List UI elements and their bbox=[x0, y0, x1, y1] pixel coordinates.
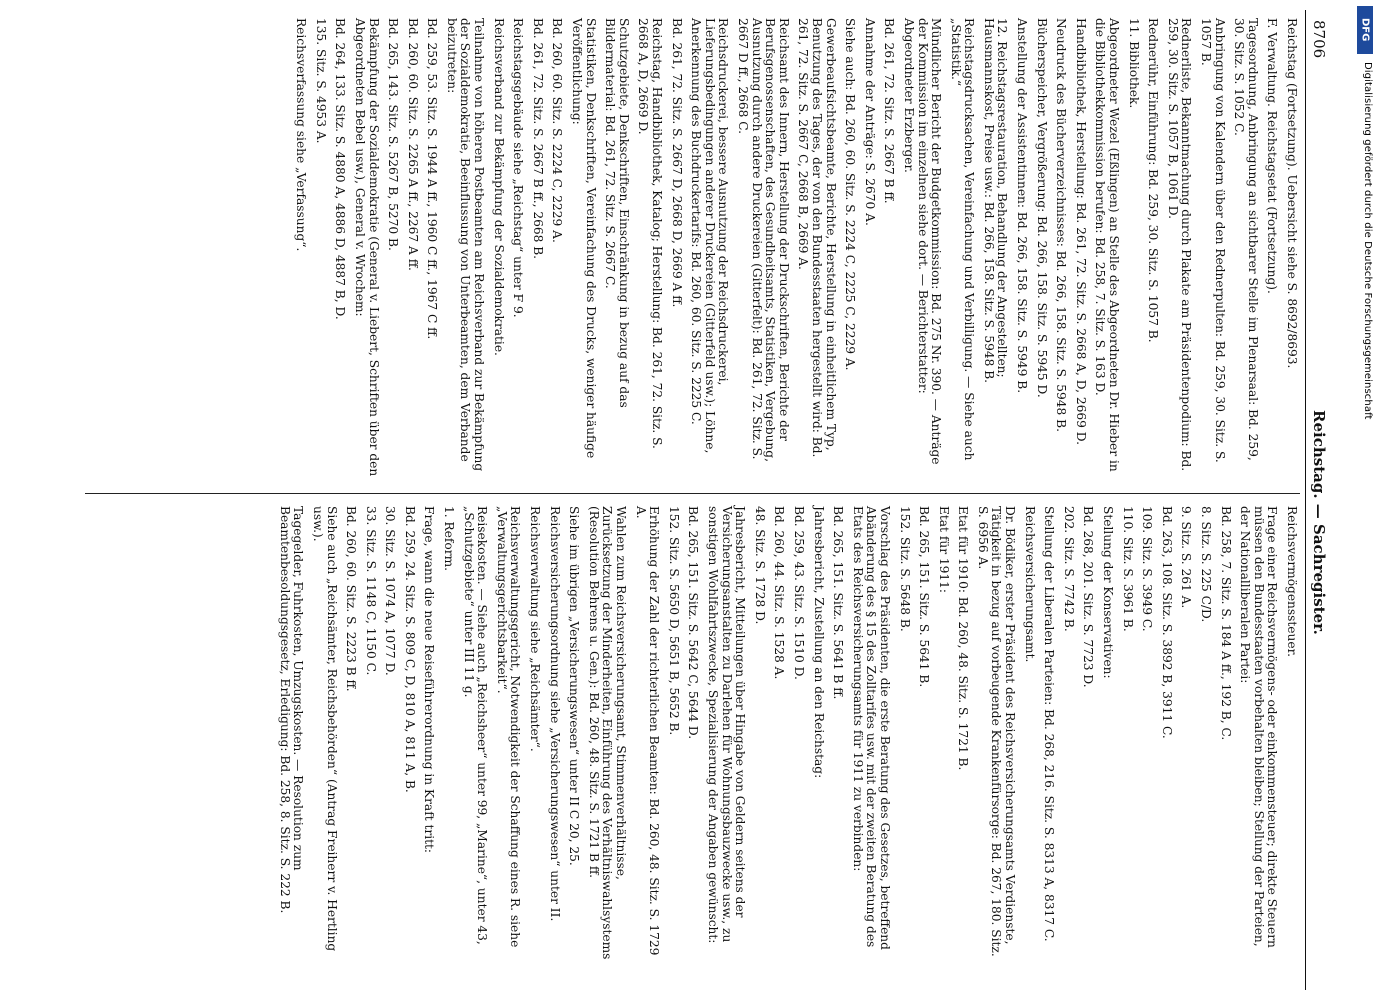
index-entry: Dr. Bödiker, erster Präsident des Reichsversicherungsamts Verdienste, Tätigkeit in bezug auf vorbeugende Krankenfürsorge: Bd. 267, 180. Sitz. S. 6956 A. bbox=[975, 506, 1018, 957]
index-entry: Teilnahme von höheren Postbeamten am Reichsverband zur Bekämpfung der Sozialdemokratie, Beeinflussung von Unterbeamten, dem Verbande beizutreten: bbox=[444, 18, 487, 472]
index-entry: Jahresbericht, Zustellung an den Reichstag: bbox=[811, 506, 826, 779]
index-entry: Jahresbericht, Mitteilungen über Hingabe von Geldern seitens der Versicherungsanstalten zu Darlehen für Wohnungsbauzwecke usw., zu sonstigen Wohlfahrtszwecke, Spezialisierung der Angaben gewünscht: bbox=[706, 506, 748, 944]
index-entry: Siehe auch „Reichsämter, Reichsbehörden“ (Antrag Freiherr v. Hertling usw.). bbox=[310, 506, 339, 952]
index-entry: Siehe im übrigen „Versicherungswesen“ unter II C 20, 25. bbox=[567, 506, 582, 866]
index-entry: Neudruck des Bücherverzeichnisses: Bd. 266, 158. Sitz. S. 5948 B. bbox=[1054, 18, 1069, 433]
index-entry: Mündlicher Bericht der Budgetkommission: Bd. 275 Nr. 390. — Anträge der Kommission im einzelnen siehe dort. — Berichterstatter: Abgeordneter Erzberger. bbox=[901, 18, 944, 465]
page-title: Reichstag. — Sachregister. bbox=[1310, 410, 1328, 635]
index-entry: 152. Sitz. S. 5650 D, 5651 B, 5652 B. bbox=[666, 506, 681, 736]
index-entry: Etat für 1911: bbox=[936, 506, 951, 594]
index-entry: Bd. 258, 7. Sitz. S. 184 A ff., 192 B, C. bbox=[1218, 506, 1233, 741]
page-header bbox=[1305, 10, 1330, 990]
index-entry: Schutzgebiete, Denkschriften, Einschränkung in bezug auf das Bildermaterial: Bd. 261, 72. Sitz. S. 2667 C. bbox=[603, 18, 631, 408]
index-entry: Frage, wann die neue Reiseführerordnung in Kraft tritt: bbox=[422, 506, 437, 854]
index-entry: Tagesordnung, Anbringung an sichtbarer Stelle im Plenarsaal: Bd. 259, 30. Sitz. S. 1052 C. bbox=[1232, 18, 1260, 461]
index-entry: Bd. 261, 72. Sitz. S. 2667 B ff., 2668 B. bbox=[530, 18, 545, 260]
index-entry: Bd. 260, 60. Sitz. S. 2224 C, 2229 A. bbox=[550, 18, 565, 243]
index-entry: Etat für 1910: Bd. 260, 48. Sitz. S. 1721 B. bbox=[956, 506, 971, 771]
scanned-page bbox=[70, 10, 1330, 990]
dfg-credit-text: Digitalisierung gefördert durch die Deutsche Forschungsgemeinschaft bbox=[1362, 62, 1373, 420]
index-entry: Bd. 265, 151. Sitz. S. 5641 B ff. bbox=[831, 506, 846, 700]
left-column bbox=[288, 18, 1298, 478]
index-entry: Reisekosten. — Siehe auch „Reichsheer“ unter 99, „Marine“, unter 43, „Schutzgebiete“ unter III 11 g. bbox=[461, 506, 490, 945]
index-entry: Tagegelder, Fuhrkosten, Umzugskosten. — Resolution zum Beamtenbesoldungsgesetz, Erledigung: Bd. 258, 8. Sitz. S. 222 B. bbox=[277, 506, 306, 914]
index-entry: 33. Sitz. S. 1148 C, 1150 C. bbox=[363, 506, 378, 676]
index-entry: 30. Sitz. S. 1074 A, 1077 D. bbox=[383, 506, 398, 676]
index-entry: Bd. 263, 108. Sitz. S. 3892 B, 3911 C. bbox=[1159, 506, 1174, 739]
index-entry: Vorschlag des Präsidenten, die erste Beratung des Gesetzes, betreffend Abänderung des § 15 des Zolltarifes usw. mit der zweiten Beratung des Etats des Reichsversicherungsamts für 1911 zu verbinden: bbox=[850, 506, 892, 950]
index-entry: Reichsversicherungsamt. bbox=[1022, 506, 1037, 663]
index-entry: Reichsverfassung siehe „Verfassung“. bbox=[294, 18, 309, 252]
index-entry: Reichstagsgebäude siehe „Reichstag“ unter F 9. bbox=[511, 18, 526, 318]
index-entry: Bd. 261, 72. Sitz. S. 2667 B ff. bbox=[882, 18, 897, 204]
index-entry: 9. Sitz. S. 261 A. bbox=[1179, 506, 1194, 609]
index-entry: Erhöhung der Zahl der richterlichen Beamten: Bd. 260, 48. Sitz. S. 1729 A. bbox=[633, 506, 662, 956]
index-entry: Reichsverwaltung siehe „Reichsämter“. bbox=[528, 506, 543, 752]
index-entry: Anbringung von Kalendern über den Rednerpulten: Bd. 259, 30. Sitz. S. 1057 B. bbox=[1199, 18, 1227, 463]
index-entry: Reichsverband zur Bekämpfung der Sozialdemokratie. bbox=[491, 18, 506, 356]
index-entry: Reichstag (Fortsetzung). Uebersicht siehe S. 8692/8693. bbox=[1285, 18, 1299, 369]
page-number: 8706 bbox=[1310, 20, 1328, 59]
index-entry: Bd. 259, 53. Sitz. S. 1944 A ff., 1960 C ff., 1967 C ff. bbox=[425, 18, 440, 340]
index-entry: Stellung der Liberalen Parteien: Bd. 268, 216. Sitz. S. 8313 A, 8317 C. bbox=[1042, 506, 1057, 942]
right-column bbox=[271, 506, 1298, 966]
index-entry: 109. Sitz. S. 3949 C. bbox=[1140, 506, 1155, 632]
index-entry: Bd. 268, 201. Sitz. S. 7723 D. bbox=[1081, 506, 1096, 688]
index-entry: F. Verwaltung. Reichstagsetat (Fortsetzung). bbox=[1265, 18, 1280, 294]
index-entry: 48. Sitz. S. 1728 D. bbox=[752, 506, 767, 625]
index-entry: 1. Reform. bbox=[442, 506, 457, 571]
index-entry: Bd. 259, 24. Sitz. S. 809 C, D, 810 A, 811 A, B. bbox=[402, 506, 417, 793]
index-entry: Rednerliste, Bekanntmachung durch Plakate am Präsidentenpodium: Bd. 259, 30. Sitz. S. 1057 B, 1061 D. bbox=[1165, 18, 1194, 472]
index-entry: Handbibliothek, Herstellung: Bd. 261, 72. Sitz. S. 2668 A, D, 2669 D. bbox=[1073, 18, 1088, 445]
index-entry: Bd. 264, 133. Sitz. S. 4880 A, 4886 D, 4887 B, D. bbox=[333, 18, 348, 320]
index-entry: Reichsamt des Innern, Herstellung der Druckschriften, Berichte der Berufsgenossenschaften, des Gesundheitsamts, Statistiken, Vergebung, Ausnutzung durch andere Druckereien (Gitterfelt): Bd. 261, 72. Sitz. S. 2667 D ff., 2668 C. bbox=[736, 18, 791, 462]
index-entry: Bekämpfung der Sozialdemokratie (General v. Liebert, Schriften über den Abgeordneten Bebel usw.), General v. Wrochem: bbox=[352, 18, 381, 477]
index-entry: 152. Sitz. S. 5648 B. bbox=[897, 506, 912, 632]
index-entry: Bücherspeicher, Vergrößerung: Bd. 266, 158. Sitz. S. 5945 D. bbox=[1034, 18, 1049, 398]
index-entry: 8. Sitz. S. 225 C/D. bbox=[1199, 506, 1214, 623]
index-entry: Anstellung der Assistentinnen: Bd. 266, 158. Sitz. S. 5949 B. bbox=[1015, 18, 1030, 394]
index-entry: Rednerühr, Einführung: Bd. 259, 30. Sitz. S. 1057 B. bbox=[1146, 18, 1161, 343]
index-entry: Bd. 260, 60. Sitz. S. 2265 A ff., 2267 A ff. bbox=[405, 18, 420, 271]
index-entry: Gewerbeaufsichtsbeamte, Berichte, Herstellung in einheitlichem Typ, Benutzung des Tages, der von den Bundesstaaten hergestellt wird: Bd. 261, 72. Sitz. S. 2667 C, 2668 B, 2669 A. bbox=[796, 18, 838, 458]
index-entry: Reichsverwaltungsgericht, Notwendigkeit der Schaffung eines R. siehe „Verwaltungsgerichtsbarkeit“. bbox=[494, 506, 523, 948]
index-entry: 12. Reichstagsrestauration, Behandlung der Angestellten; Hausmannskost, Preise usw.: Bd. 266, 158. Sitz. S. 5948 B. bbox=[981, 18, 1010, 384]
index-entry: Reichsversicherungsordnung siehe „Versicherungswesen“ unter II. bbox=[547, 506, 562, 922]
index-entry: Frage einer Reichsvermögens- oder einkommensteuer; direkte Steuern müssen den Bundesstaaten vorbehalten bleiben; Stellung der Parteien, der Nationalliberalen Partei: bbox=[1238, 506, 1280, 948]
index-entry: Bd. 265, 151. Sitz. S. 5642 C, 5644 D. bbox=[686, 506, 701, 740]
index-entry: Wahlen zum Reichsversicherungsamt, Stimmenverhältnisse, Zurücksetzung der Minderheiten, Einführung des Verhältniswahlsystems (Resolution Behrens u. Gen.): Bd. 260, 48. Sitz. S. 1721 B ff. bbox=[586, 506, 629, 960]
index-entry: 135. Sitz. S. 4953 A. bbox=[313, 18, 328, 144]
index-entry: Siehe auch: Bd. 260, 60. Sitz. S. 2224 C, 2225 C, 2229 A. bbox=[843, 18, 858, 371]
index-entry: Annahme der Anträge: S. 2670 A. bbox=[862, 18, 877, 226]
index-entry: Bd. 261, 72. Sitz. S. 2667 D, 2668 D, 2669 A ff. bbox=[669, 18, 684, 308]
index-entry: Bd. 265, 151. Sitz. S. 5641 B. bbox=[917, 506, 932, 688]
index-entry: 110. Sitz. S. 3961 B. bbox=[1120, 506, 1135, 632]
index-entry: Abgeordneter Wezel (Eßlingen) an Stelle des Abgeordneten Dr. Hieber in die Bibliothekkommission berufen: Bd. 258, 7. Sitz. S. 163 D. bbox=[1093, 18, 1122, 472]
index-entry: Bd. 260, 44. Sitz. S. 1528 A. bbox=[772, 506, 787, 680]
index-entry: Bd. 260, 60. Sitz. S. 2223 B ff. bbox=[344, 506, 359, 692]
column-divider bbox=[85, 493, 1300, 494]
index-entry: Reichstag, Handbibliothek, Katalog; Herstellung: Bd. 261, 72. Sitz. S. 2668 A, D, 2669 D. bbox=[636, 18, 665, 449]
index-entry: Reichsdruckerei, bessere Ausnutzung der Reichsdruckerei, Lieferungsbedingungen anderer Druckereien (Gitterfeld usw.); Löhne, Anerkennung des Buchdruckertarifs: Bd. 260, 60. Sitz. S. 2225 C. bbox=[689, 18, 731, 454]
dfg-sidebar bbox=[1353, 0, 1379, 1000]
index-entry: Reichsvermögenssteuer. bbox=[1285, 506, 1299, 657]
index-entry: Stellung der Konservativen: bbox=[1101, 506, 1116, 679]
index-entry: 202. Sitz. S. 7742 B. bbox=[1061, 506, 1076, 632]
index-entry: 11. Bibliothek. bbox=[1126, 18, 1141, 109]
index-entry: Bd. 259, 43. Sitz. S. 1510 D. bbox=[791, 506, 806, 680]
index-entry: Bd. 265, 143. Sitz. S. 5267 B, 5270 B. bbox=[386, 18, 401, 251]
index-entry: Reichstagsdrucksachen, Vereinfachung und Verbilligung. — Siehe auch „Statistik.“ bbox=[948, 18, 977, 461]
dfg-logo: DFG bbox=[1357, 6, 1373, 54]
index-entry: Statistiken, Denkschriften, Vereinfachung des Drucks, weniger häufige Veröffentlichung: bbox=[570, 18, 598, 459]
